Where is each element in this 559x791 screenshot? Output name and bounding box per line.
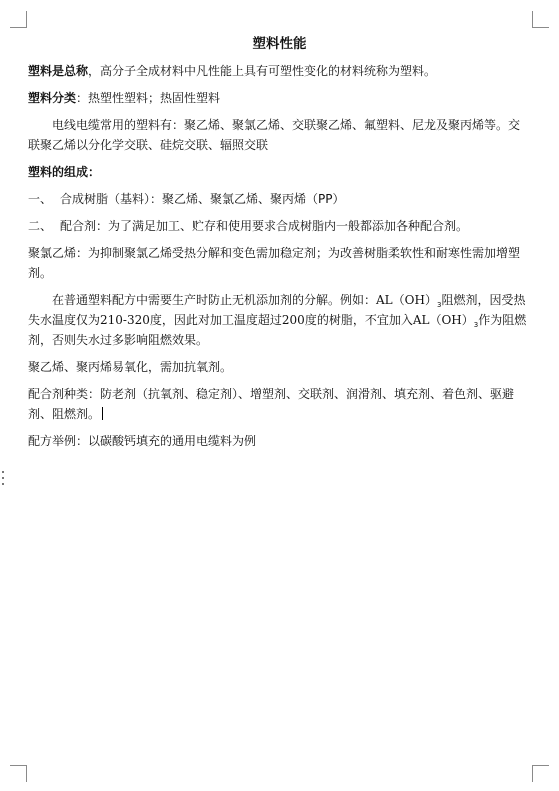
- list-number: 一、: [28, 192, 53, 206]
- definition-text: ，高分子全成材料中凡性能上具有可塑性变化的材料统称为塑料。: [88, 64, 437, 78]
- paragraph-pvc-additives: 聚氯乙烯：为抑制聚氯乙烯受热分解和变色需加稳定剂；为改善树脂柔软性和耐寒性需加增塑剂。: [28, 246, 521, 280]
- list-item-text: 合成树脂（基料）：聚乙烯、聚氯乙烯、聚丙烯（PP）: [60, 192, 345, 206]
- text-run: 在普通塑料配方中需要生产时防止无机添加剂的分解。例如：: [52, 293, 377, 307]
- text-run: 作为阻燃剂，否则失水过多影响阻燃效果。: [28, 313, 527, 347]
- classification-text: ：热塑性塑料；热固性塑料: [76, 91, 221, 105]
- paragraph-plastic-classification: [28, 88, 531, 108]
- chemical-formula: AL（OH）: [376, 293, 437, 307]
- classification-label: 塑料分类: [28, 91, 77, 105]
- additive-types-text: 配合剂种类：防老剂（抗氧剂、稳定剂）、增塑剂、交联剂、润滑剂、填充剂、着色剂、驱避剂、阻燃剂。: [28, 387, 515, 421]
- text-run: 度，因此对加工温度超过: [149, 313, 282, 327]
- page-corner-mark-bottom-left: [10, 765, 27, 782]
- document-body[interactable]: [28, 34, 531, 458]
- chemical-formula: AL（OH）: [412, 313, 474, 327]
- text-run: 度的树脂，不宜加入: [304, 313, 413, 327]
- subscript: 3: [473, 321, 479, 329]
- paragraph-cable-plastics: 电线电缆常用的塑料有：聚乙烯、聚氯乙烯、交联聚乙烯、氟塑料、尼龙及聚丙烯等。交联聚乙烯以分化学交联、硅烷交联、辐照交联: [28, 118, 521, 152]
- paragraph-additive-types: [28, 384, 531, 424]
- text-run: 阻燃剂，因受热失水温度仅为: [28, 293, 526, 327]
- document-title: 塑料性能: [252, 36, 307, 52]
- page-corner-mark-bottom-right: [532, 765, 549, 782]
- list-item-text: 配合剂：为了满足加工、贮存和使用要求合成树脂内一般都添加各种配合剂。: [60, 219, 469, 233]
- definition-label: 塑料是总称: [28, 64, 89, 78]
- temperature-value: 200: [281, 313, 305, 327]
- list-number: 二、: [28, 219, 53, 233]
- paragraph-formula-example: 配方举例：以碳酸钙填充的通用电缆料为例: [28, 434, 257, 448]
- list-item-synthetic-resin: [28, 189, 531, 209]
- page-corner-mark-top-right: [532, 11, 549, 28]
- drag-handle-icon[interactable]: [2, 471, 5, 489]
- subscript: 3: [436, 301, 442, 309]
- paragraph-flame-retardant: [28, 290, 531, 350]
- temperature-range: 210-320: [100, 313, 150, 327]
- paragraph-plastic-definition: [28, 61, 531, 81]
- list-item-additives: [28, 216, 531, 236]
- page-corner-mark-top-left: [10, 11, 27, 28]
- paragraph-antioxidant: 聚乙烯、聚丙烯易氧化，需加抗氧剂。: [28, 360, 233, 374]
- heading-plastic-composition: 塑料的组成：: [28, 165, 101, 179]
- text-cursor: [102, 407, 103, 420]
